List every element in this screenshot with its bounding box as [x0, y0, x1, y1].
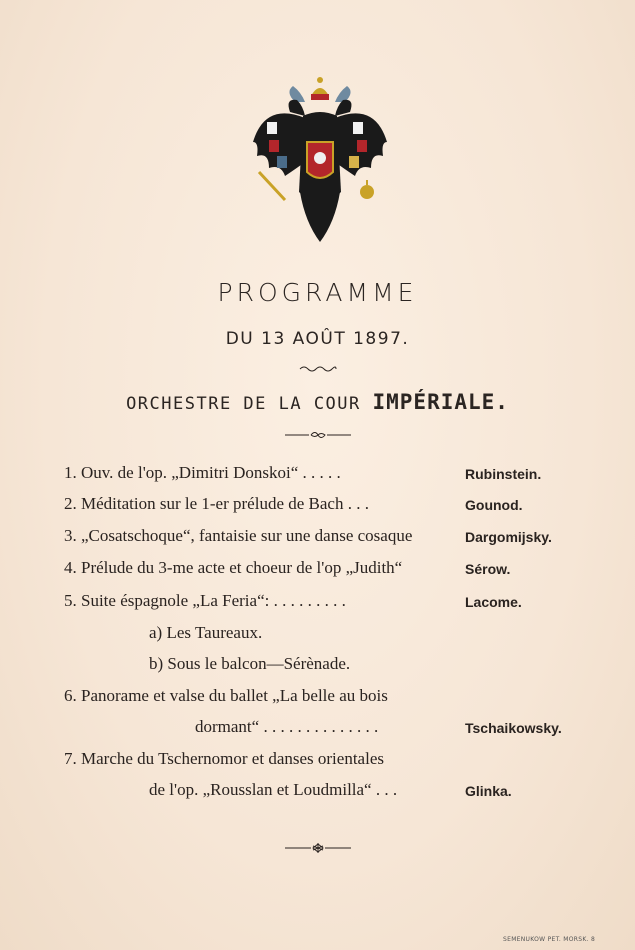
programme-item-2: 2. Méditation sur le 1-er prélude de Bach . . . — [64, 494, 369, 513]
orchestra-prefix: ORCHESTRE DE LA COUR — [126, 394, 373, 414]
imperial-eagle-emblem — [245, 72, 395, 250]
orchestra-heading — [0, 390, 635, 414]
composer-4: Sérow. — [465, 561, 511, 577]
programme-item-5: 5. Suite éspagnole „La Feria“: . . . . . . . . . — [64, 591, 346, 610]
programme-item-6-cont: dormant“ . . . . . . . . . . . . . . — [195, 717, 379, 736]
squiggle-divider — [298, 364, 338, 374]
composer-6: Tschaikowsky. — [465, 720, 562, 736]
end-ornament — [283, 841, 353, 855]
programme-title: PROGRAMME — [217, 278, 418, 307]
composer-7: Glinka. — [465, 783, 512, 799]
programme-item-6: 6. Panorame et valse du ballet „La belle au bois — [64, 686, 388, 705]
programme-item-7-cont: de l'op. „Rousslan et Loudmilla“ . . . — [149, 780, 398, 799]
programme-item-1: 1. Ouv. de l'op. „Dimitri Donskoi“ . . . . . — [64, 463, 341, 482]
composer-3: Dargomijsky. — [465, 529, 552, 545]
programme-item-4: 4. Prélude du 3-me acte et choeur de l'op „Judith“ — [64, 558, 403, 577]
printer-imprint: SEMENUKOW PET. MORSK. 8 — [503, 936, 596, 943]
programme-date: DU 13 AOÛT 1897. — [225, 329, 410, 349]
programme-item-5b: b) Sous le balcon—Sérènade. — [149, 654, 351, 673]
composer-5: Lacome. — [465, 594, 522, 610]
composer-1: Rubinstein. — [465, 466, 542, 482]
composer-2: Gounod. — [465, 497, 523, 513]
programme-item-5a: a) Les Taureaux. — [149, 623, 263, 642]
ornament-divider — [283, 428, 353, 442]
orchestra-emphasis: IMPÉRIALE. — [372, 390, 509, 414]
programme-item-3: 3. „Cosatschoque“, fantaisie sur une danse cosaque — [64, 526, 413, 545]
programme-item-7: 7. Marche du Tschernomor et danses orientales — [64, 749, 384, 768]
